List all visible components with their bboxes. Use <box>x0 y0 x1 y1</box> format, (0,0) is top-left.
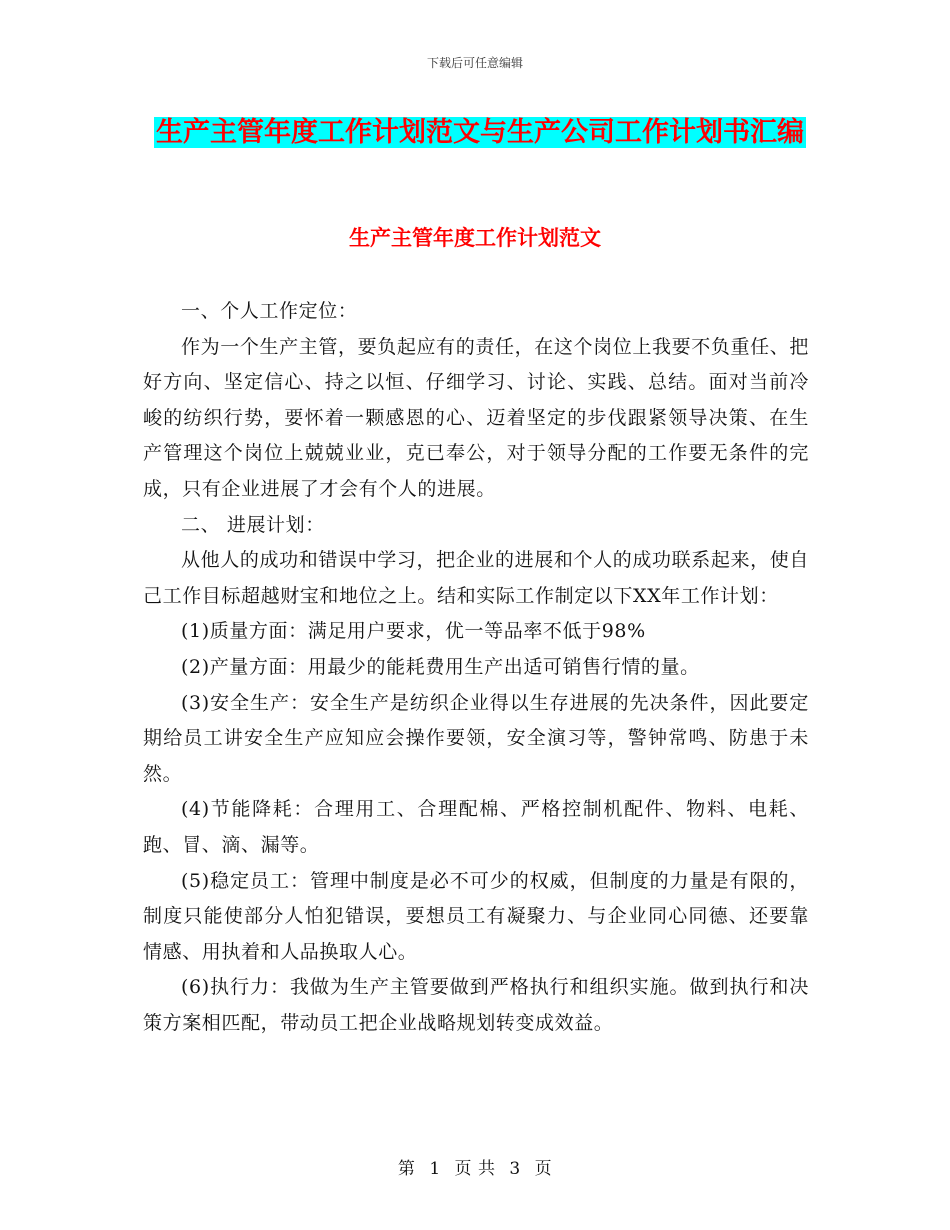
paragraph: 二、 进展计划： <box>181 513 325 536</box>
paragraph: (4)节能降耗：合理用工、合理配棉、严格控制机配件、物料、电耗、跑、冒、滴、漏等。 <box>143 798 809 856</box>
document-title-text: 生产主管年度工作计划范文与生产公司工作计划书汇编 <box>156 117 804 148</box>
page-footer <box>0 1154 950 1179</box>
paragraph: (2)产量方面：用最少的能耗费用生产出适可销售行情的量。 <box>181 655 700 678</box>
paragraph: 一、个人工作定位： <box>181 300 358 322</box>
paragraph: 从他人的成功和错误中学习，把企业的进展和个人的成功联系起来，使自己工作目标超越财宝和地位之上。结和实际工作制定以下XX年工作计划： <box>143 549 809 607</box>
header-note: 下载后可任意编辑 <box>426 56 523 70</box>
document-title <box>150 110 810 156</box>
document-body <box>143 294 809 1041</box>
footer-middle: 页 共 <box>454 1159 496 1179</box>
paragraph: (5)稳定员工：管理中制度是必不可少的权威，但制度的力量是有限的，制度只能使部分人怕犯错误，要想员工有凝聚力、与企业同心同德、还要靠情感、用执着和人品换取人心。 <box>143 869 809 963</box>
paragraph: 作为一个生产主管，要负起应有的责任，在这个岗位上我要不负重任、把好方向、坚定信心、持之以恒、仔细学习、讨论、实践、总结。面对当前冷峻的纺织行势，要怀着一颗感恩的心、迈着坚定的步伐跟紧领导决策、在生产管理这个岗位上兢兢业业，克已奉公，对于领导分配的工作要无条件的完成，只有企业进展了才会有个人的进展。 <box>143 335 809 500</box>
paragraph: (6)执行力：我做为生产主管要做到严格执行和组织实施。做到执行和决策方案相匹配，带动员工把企业战略规划转变成效益。 <box>143 976 809 1034</box>
footer-total-pages: 3 <box>509 1159 521 1179</box>
footer-suffix: 页 <box>534 1159 553 1179</box>
footer-page-number: 1 <box>429 1159 441 1179</box>
section-title: 生产主管年度工作计划范文 <box>349 226 601 250</box>
paragraph: (1)质量方面：满足用户要求，优一等品率不低于98% <box>181 620 646 643</box>
footer-prefix: 第 <box>397 1159 416 1179</box>
paragraph: (3)安全生产：安全生产是纺织企业得以生存进展的先决条件，因此要定期给员工讲安全生产应知应会操作要领，安全演习等，警钟常鸣、防患于未然。 <box>143 691 809 785</box>
